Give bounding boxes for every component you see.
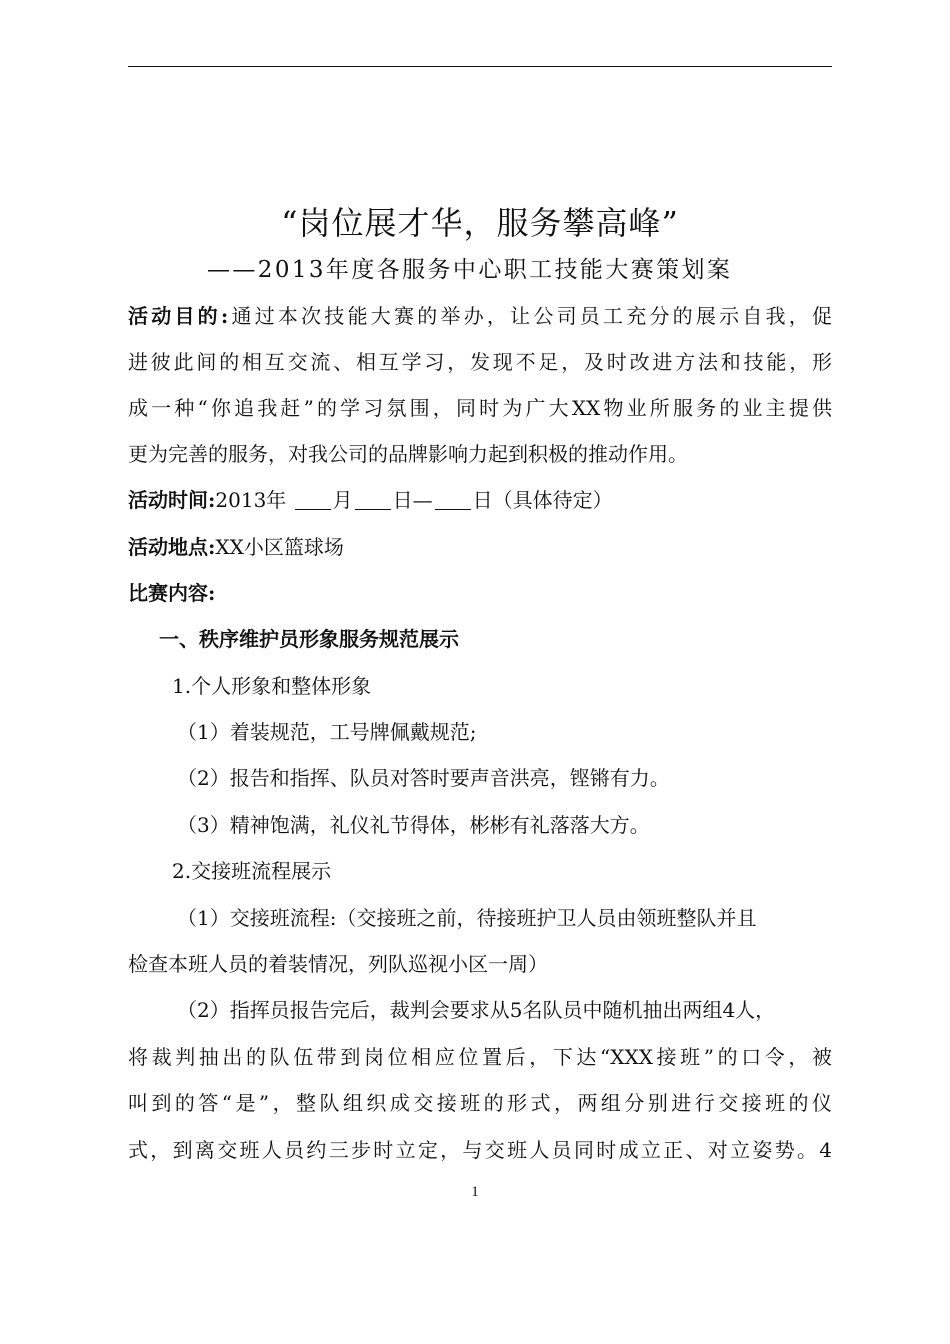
item-2-sub-2-line-4: 式，到离交班人员约三步时立定，与交班人员同时成立正、对立姿势。4	[128, 1138, 832, 1162]
item-2-sub-2-line-2: 将裁判抽出的队伍带到岗位相应位置后，下达“XXX接班”的口令，被	[128, 1045, 832, 1069]
time-day-end: 日（具体待定）	[472, 488, 613, 512]
item-1-sub-2: （2）报告和指挥、队员对答时要声音洪亮，铿锵有力。	[177, 766, 670, 790]
page-number: 1	[471, 1184, 479, 1200]
day-blank	[355, 489, 391, 510]
location-line	[128, 533, 344, 561]
location-label: 活动地点:	[128, 535, 216, 559]
time-day: 日—	[392, 488, 433, 512]
content-label: 比赛内容:	[128, 581, 216, 605]
purpose-line-1	[128, 302, 832, 330]
document-subtitle: ——2013年度各服务中心职工技能大赛策划案	[207, 257, 733, 283]
item-1-sub-1: （1）着装规范，工号牌佩戴规范;	[177, 720, 477, 744]
time-label: 活动时间:	[128, 488, 216, 512]
location-value: XX小区篮球场	[215, 535, 344, 559]
purpose-line-2: 进彼此间的相互交流、相互学习，发现不足，及时改进方法和技能，形	[128, 350, 832, 374]
time-month: 月	[332, 488, 353, 512]
item-2-sub-2-line-3: 叫到的答“是”，整队组织成交接班的形式，两组分别进行交接班的仪	[128, 1091, 832, 1115]
item-2-sub-1-line-1: （1）交接班流程:（交接班之前，待接班护卫人员由领班整队并且	[177, 906, 757, 930]
item-2-sub-1-line-2: 检查本班人员的着装情况，列队巡视小区一周）	[128, 952, 548, 976]
section-1-heading: 一、秩序维护员形象服务规范展示	[159, 627, 459, 651]
day-end-blank	[435, 489, 471, 510]
item-1: 1.个人形象和整体形象	[172, 674, 372, 698]
purpose-label: 活动目的:	[128, 304, 229, 328]
time-year: 2013年	[215, 488, 287, 512]
item-1-sub-3: （3）精神饱满，礼仪礼节得体，彬彬有礼落落大方。	[177, 813, 650, 837]
item-2-sub-2-line-1: （2）指挥员报告完后，裁判会要求从5名队员中随机抽出两组4人，	[177, 998, 776, 1022]
purpose-line-3: 成一种“你追我赶”的学习氛围，同时为广大XX物业所服务的业主提供	[128, 396, 832, 420]
header-rule	[128, 66, 832, 67]
document-title: “岗位展才华，服务攀高峰”	[281, 204, 679, 242]
time-line	[128, 486, 613, 514]
item-2: 2.交接班流程展示	[172, 859, 332, 883]
purpose-line-4: 更为完善的服务，对我公司的品牌影响力起到积极的推动作用。	[128, 442, 688, 466]
purpose-text-1: 通过本次技能大赛的举办，让公司员工充分的展示自我，促	[228, 304, 832, 328]
month-blank	[295, 489, 331, 510]
